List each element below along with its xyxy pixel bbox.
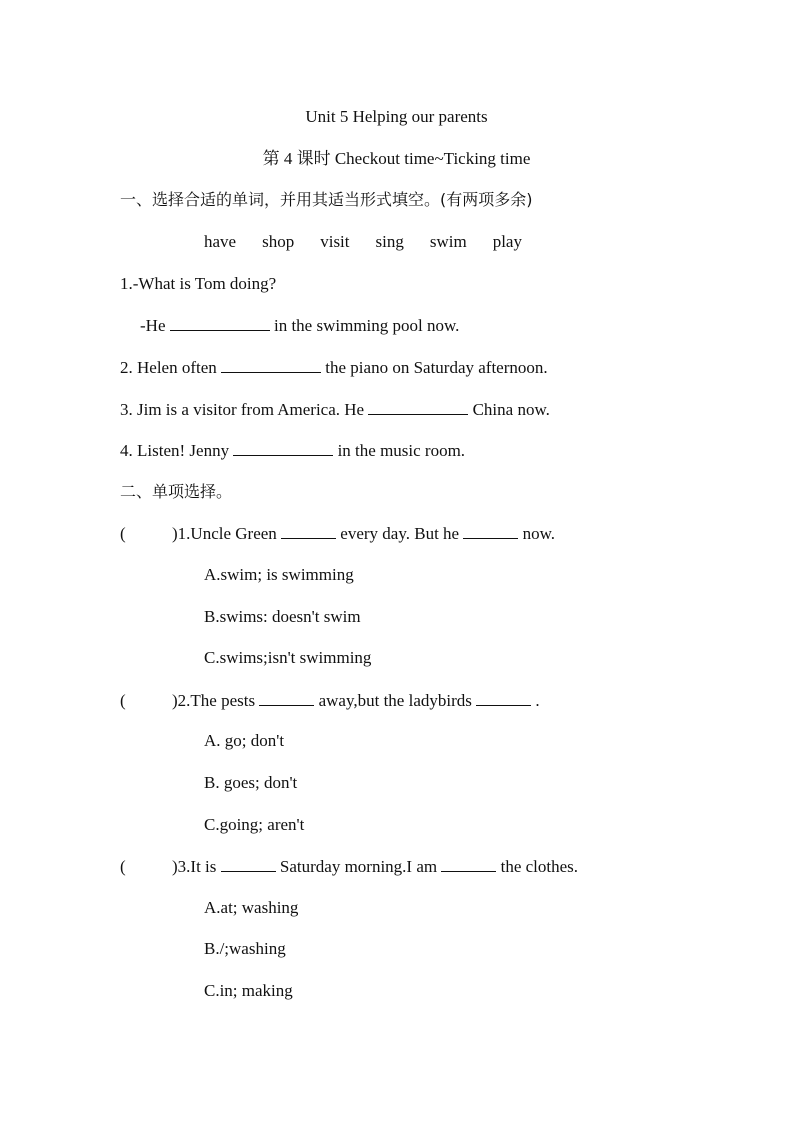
answer-paren[interactable]: ( bbox=[120, 857, 126, 876]
word-bank bbox=[204, 231, 548, 253]
question-text: every day. But he bbox=[340, 524, 460, 543]
mc-question-3 bbox=[120, 855, 578, 878]
question-text: 2. Helen often bbox=[120, 358, 217, 377]
question-text: . bbox=[535, 691, 540, 710]
mc-option: B. goes; don't bbox=[204, 773, 298, 792]
answer-blank[interactable] bbox=[233, 439, 333, 456]
question-text: )2.The pests bbox=[172, 691, 256, 710]
mc-option: C.swims;isn't swimming bbox=[204, 648, 372, 667]
question-text: )3.It is bbox=[172, 857, 217, 876]
word-bank-item: shop bbox=[262, 232, 295, 251]
fill-question-1b bbox=[140, 314, 459, 337]
mc-option: A.swim; is swimming bbox=[204, 565, 354, 584]
answer-blank[interactable] bbox=[221, 356, 321, 373]
question-text: 4. Listen! Jenny bbox=[120, 441, 230, 460]
question-text: Saturday morning.I am bbox=[279, 857, 438, 876]
answer-blank[interactable] bbox=[441, 855, 496, 872]
section2-heading: 二、单项选择。 bbox=[120, 482, 233, 501]
question-text: the piano on Saturday afternoon. bbox=[325, 358, 548, 377]
answer-paren[interactable]: ( bbox=[120, 691, 126, 710]
answer-blank[interactable] bbox=[476, 689, 531, 706]
answer-paren[interactable]: ( bbox=[120, 524, 126, 543]
mc-option: A.at; washing bbox=[204, 898, 299, 917]
word-bank-item: swim bbox=[429, 232, 467, 251]
question-text: in the swimming pool now. bbox=[273, 316, 460, 335]
question-text: away,but the ladybirds bbox=[318, 691, 472, 710]
page-subtitle: 第 4 课时 Checkout time~Ticking time bbox=[262, 149, 531, 168]
question-text: now. bbox=[522, 524, 556, 543]
mc-option: A. go; don't bbox=[204, 731, 285, 750]
fill-question-2 bbox=[120, 356, 548, 379]
question-text: China now. bbox=[472, 400, 550, 419]
mc-question-2 bbox=[120, 689, 540, 712]
mc-option: C.in; making bbox=[204, 981, 293, 1000]
fill-question-3 bbox=[120, 398, 550, 421]
section1-heading: 一、选择合适的单词，并用其适当形式填空。(有两项多余) bbox=[120, 190, 533, 209]
mc-question-1 bbox=[120, 522, 555, 545]
question-text: in the music room. bbox=[337, 441, 466, 460]
question-text: )1.Uncle Green bbox=[172, 524, 277, 543]
fill-question-1a: 1.-What is Tom doing? bbox=[120, 274, 277, 293]
word-bank-item: visit bbox=[320, 232, 350, 251]
page-title: Unit 5 Helping our parents bbox=[305, 107, 488, 126]
answer-blank[interactable] bbox=[259, 689, 314, 706]
word-bank-item: sing bbox=[375, 232, 404, 251]
answer-blank[interactable] bbox=[463, 522, 518, 539]
answer-blank[interactable] bbox=[281, 522, 336, 539]
answer-blank[interactable] bbox=[368, 398, 468, 415]
word-bank-item: play bbox=[492, 232, 522, 251]
question-text: the clothes. bbox=[500, 857, 579, 876]
fill-question-4 bbox=[120, 439, 465, 462]
question-text: -He bbox=[140, 316, 166, 335]
answer-blank[interactable] bbox=[221, 855, 276, 872]
question-text: 3. Jim is a visitor from America. He bbox=[120, 400, 365, 419]
mc-option: C.going; aren't bbox=[204, 815, 305, 834]
mc-option: B.swims: doesn't swim bbox=[204, 607, 361, 626]
answer-blank[interactable] bbox=[170, 314, 270, 331]
mc-option: B./;washing bbox=[204, 939, 286, 958]
word-bank-item: have bbox=[204, 232, 237, 251]
